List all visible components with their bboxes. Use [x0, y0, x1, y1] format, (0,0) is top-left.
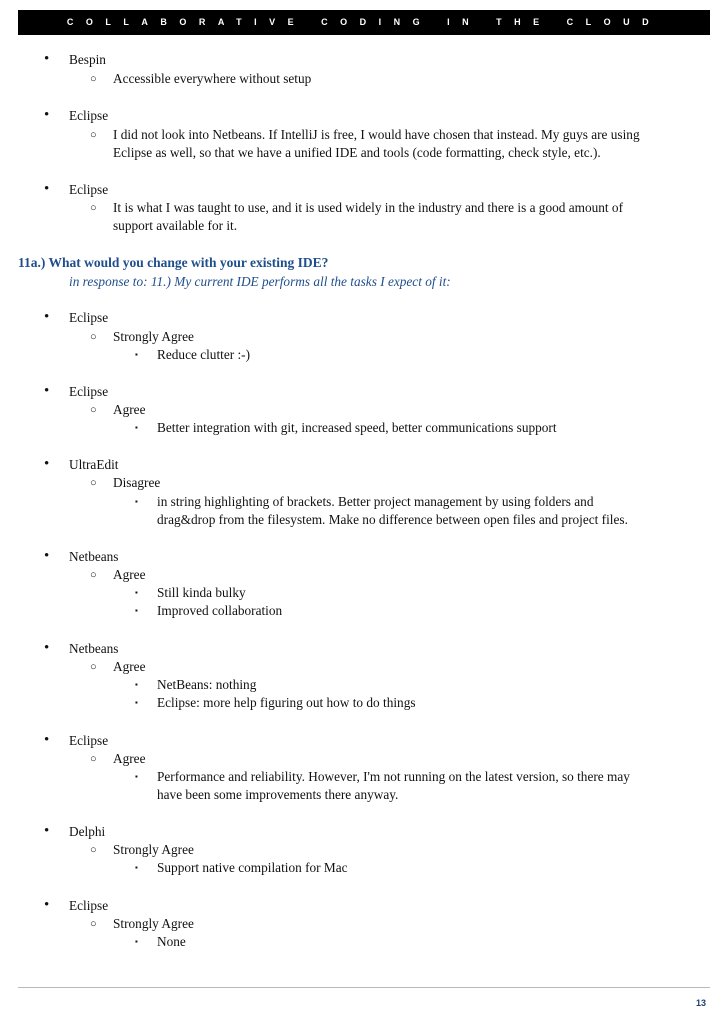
footer-divider: [18, 987, 710, 988]
reason-line: Accessible everywhere without setup: [113, 71, 312, 86]
bullet-level1: •: [44, 51, 50, 67]
ide-name: Eclipse: [69, 733, 109, 748]
reason-line: Eclipse as well, so that we have a unified IDE and tools (code formatting, check style, etc.).: [113, 145, 601, 160]
bullet-level1: •: [44, 897, 50, 913]
bullet-level3: ▪: [135, 698, 138, 707]
answer-line: None: [157, 934, 186, 949]
bullet-level1: •: [44, 823, 50, 839]
bullet-level2: ○: [90, 569, 97, 581]
running-header-title: COLLABORATIVE CODING IN THE CLOUD: [66, 17, 662, 27]
bullet-level3: ▪: [135, 350, 138, 359]
bullet-level2: ○: [90, 331, 97, 343]
reason-line: I did not look into Netbeans. If IntelliJ is free, I would have chosen that instead. My guys are using: [113, 127, 640, 142]
rating: Disagree: [113, 475, 161, 490]
bullet-level3: ▪: [135, 423, 138, 432]
answer-line: drag&drop from the filesystem. Make no difference between open files and project files.: [157, 512, 628, 527]
ide-name: Netbeans: [69, 641, 119, 656]
ide-name: Eclipse: [69, 310, 109, 325]
bullet-level2: ○: [90, 129, 97, 141]
ide-name: Eclipse: [69, 108, 109, 123]
page-number: 13: [695, 998, 706, 1008]
ide-name: Eclipse: [69, 182, 109, 197]
ide-name: Bespin: [69, 52, 106, 67]
ide-name: Eclipse: [69, 898, 109, 913]
question-subtitle: in response to: 11.) My current IDE performs all the tasks I expect of it:: [69, 274, 451, 289]
bullet-level2: ○: [90, 202, 97, 214]
bullet-level2: ○: [90, 918, 97, 930]
bullet-level1: •: [44, 383, 50, 399]
answer-line: in string highlighting of brackets. Better project management by using folders and: [157, 494, 594, 509]
bullet-level1: •: [44, 640, 50, 656]
bullet-level1: •: [44, 548, 50, 564]
answer-line: Still kinda bulky: [157, 585, 246, 600]
bullet-level2: ○: [90, 661, 97, 673]
bullet-level2: ○: [90, 404, 97, 416]
bullet-level1: •: [44, 456, 50, 472]
bullet-level1: •: [44, 107, 50, 123]
bullet-level2: ○: [90, 844, 97, 856]
bullet-level3: ▪: [135, 863, 138, 872]
bullet-level1: •: [44, 181, 50, 197]
rating: Strongly Agree: [113, 329, 194, 344]
question-title: 11a.) What would you change with your existing IDE?: [18, 255, 329, 270]
answer-line: Better integration with git, increased speed, better communications support: [157, 420, 557, 435]
rating: Agree: [113, 402, 146, 417]
rating: Strongly Agree: [113, 842, 194, 857]
ide-name: Delphi: [69, 824, 106, 839]
answer-line: Reduce clutter :-): [157, 347, 251, 362]
answer-line: Eclipse: more help figuring out how to do things: [157, 695, 416, 710]
rating: Agree: [113, 659, 146, 674]
reason-line: support available for it.: [113, 218, 238, 233]
bullet-level1: •: [44, 732, 50, 748]
answer-line: Improved collaboration: [157, 603, 283, 618]
bullet-level2: ○: [90, 477, 97, 489]
answer-line: Performance and reliability. However, I'm not running on the latest version, so there may: [157, 769, 630, 784]
bullet-level3: ▪: [135, 606, 138, 615]
bullet-level3: ▪: [135, 588, 138, 597]
answer-line: have been some improvements there anyway.: [157, 787, 399, 802]
rating: Agree: [113, 567, 146, 582]
ide-name: UltraEdit: [69, 457, 119, 472]
ide-name: Netbeans: [69, 549, 119, 564]
ide-name: Eclipse: [69, 384, 109, 399]
reason-line: It is what I was taught to use, and it is used widely in the industry and there is a good amount of: [113, 200, 623, 215]
rating: Strongly Agree: [113, 916, 194, 931]
bullet-level3: ▪: [135, 680, 138, 689]
answer-line: Support native compilation for Mac: [157, 860, 348, 875]
bullet-level2: ○: [90, 73, 97, 85]
bullet-level3: ▪: [135, 772, 138, 781]
answer-line: NetBeans: nothing: [157, 677, 257, 692]
bullet-level1: •: [44, 309, 50, 325]
rating: Agree: [113, 751, 146, 766]
bullet-level3: ▪: [135, 497, 138, 506]
bullet-level3: ▪: [135, 937, 138, 946]
bullet-level2: ○: [90, 753, 97, 765]
